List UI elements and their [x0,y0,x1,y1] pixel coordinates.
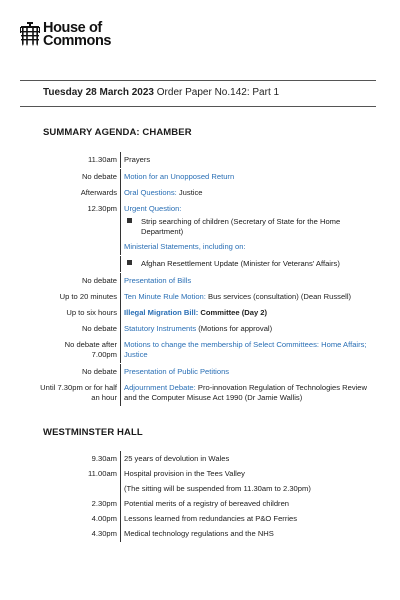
agenda-divider [120,256,121,272]
agenda-divider [120,305,121,321]
agenda-time: No debate [81,276,117,285]
agenda-time: 2.30pm [91,499,117,508]
agenda-row [40,308,380,318]
agenda-link[interactable]: Presentation of Bills [124,276,192,285]
agenda-text: Pro-innovation Regulation of Technologies Review and the Computer Misuse Act 1990 (Dr Jamie Wallis) [124,383,368,402]
agenda-text: Hospital provision in the Tees Valley [124,469,245,478]
agenda-item [124,484,380,494]
agenda-item [124,217,380,237]
agenda-item [124,367,380,377]
agenda-row [40,367,380,377]
agenda-link[interactable]: Motion for an Unopposed Return [124,172,235,181]
agenda-item [124,259,380,269]
header-divider-top [20,80,376,81]
agenda-divider [120,239,121,255]
agenda-row [40,469,380,479]
agenda-text: Lessons learned from redundancies at P&O Ferries [124,514,298,523]
agenda-item [124,383,380,403]
agenda-divider [120,511,121,527]
agenda-text: Potential merits of a registry of bereaved children [124,499,290,508]
agenda-item [124,514,380,524]
agenda-link[interactable]: Motions to change the membership of Select Committees: Home Affairs; Justice [124,340,367,359]
agenda-divider [120,364,121,380]
agenda-time: No debate after 7.00pm [64,340,117,359]
agenda-text: Committee (Day 2) [198,308,268,317]
agenda-time: Afterwards [80,188,117,197]
agenda-row [40,340,380,360]
agenda-link[interactable]: Urgent Question: [124,204,182,213]
agenda-link[interactable]: Ten Minute Rule Motion: [124,292,206,301]
logo-line-1: House of [43,20,102,36]
order-paper-line [43,87,279,98]
westminster-hall-agenda [40,448,380,539]
agenda-divider [120,169,121,185]
agenda-link[interactable]: Statutory Instruments [124,324,197,333]
agenda-item [124,454,380,464]
agenda-divider [120,337,121,363]
agenda-divider [120,185,121,201]
agenda-time: No debate [81,172,117,181]
agenda-item [124,276,380,286]
agenda-time: Up to six hours [66,308,117,317]
agenda-time: 11.30am [88,155,117,164]
house-of-commons-logo [20,22,111,48]
agenda-divider [120,380,121,406]
logo-line-2: Commons [43,33,112,49]
agenda-link[interactable]: Illegal Migration Bill: [124,308,199,317]
agenda-item [124,188,380,198]
agenda-text: Medical technology regulations and the NHS [124,529,274,538]
header-divider-bottom [20,106,376,107]
agenda-row [40,217,380,237]
agenda-time: 4.00pm [91,514,117,523]
agenda-row [40,276,380,286]
agenda-row [40,172,380,182]
agenda-divider [120,273,121,289]
agenda-row [40,204,380,214]
agenda-item [124,340,380,360]
agenda-time: 9.30am [91,454,117,463]
agenda-divider [120,152,121,168]
agenda-text: Afghan Resettlement Update (Minister for Veterans' Affairs) [141,259,340,268]
agenda-text: (Motions for approval) [196,324,273,333]
agenda-text: Bus services (consultation) (Dean Russell) [205,292,352,301]
agenda-item [124,324,380,334]
agenda-divider [120,321,121,337]
chamber-section-title: SUMMARY AGENDA: CHAMBER [43,127,192,138]
agenda-link[interactable]: Presentation of Public Petitions [124,367,230,376]
logo-wordmark [43,22,111,48]
agenda-time: 4.30pm [91,529,117,538]
agenda-item [124,242,380,252]
agenda-item [124,499,380,509]
agenda-row [40,324,380,334]
bullet-square-icon [127,260,132,265]
agenda-time: Up to 20 minutes [59,292,117,301]
westminster-hall-title: WESTMINSTER HALL [43,427,143,438]
agenda-item [124,155,380,165]
agenda-row [40,514,380,524]
agenda-time: 11.00am [88,469,117,478]
chamber-agenda [40,149,380,403]
agenda-time: Until 7.30pm or for half an hour [40,383,117,402]
agenda-item [124,292,380,302]
agenda-row [40,529,380,539]
agenda-link[interactable]: Adjournment Debate: [124,383,196,392]
agenda-row [40,292,380,302]
agenda-divider [120,481,121,497]
agenda-row [40,383,380,403]
agenda-item [124,172,380,182]
agenda-divider [120,289,121,305]
agenda-divider [120,496,121,512]
agenda-time: 12.30pm [87,204,117,213]
agenda-time: No debate [81,367,117,376]
agenda-text: Strip searching of children (Secretary of State for the Home Department) [141,217,341,236]
agenda-divider [120,526,121,542]
agenda-divider [120,466,121,482]
agenda-text: Justice [176,188,203,197]
agenda-item [124,204,380,214]
agenda-item [124,469,380,479]
order-paper-number: Order Paper No.142: Part 1 [156,87,280,98]
portcullis-icon [20,22,40,46]
agenda-text: Prayers [124,155,151,164]
agenda-text: (The sitting will be suspended from 11.30am to 2.30pm) [124,484,311,493]
agenda-divider [120,451,121,467]
agenda-time: No debate [81,324,117,333]
agenda-row [40,454,380,464]
agenda-row [40,484,380,494]
agenda-row [40,499,380,509]
agenda-link[interactable]: Oral Questions: [124,188,177,197]
agenda-row [40,242,380,252]
agenda-row [40,188,380,198]
agenda-item [124,529,380,539]
bullet-square-icon [127,218,132,223]
agenda-row [40,259,380,269]
agenda-link[interactable]: Ministerial Statements, including on: [124,242,246,251]
agenda-row [40,155,380,165]
agenda-item [124,308,380,318]
agenda-divider [120,214,121,240]
sitting-date: Tuesday 28 March 2023 [43,87,154,98]
agenda-text: 25 years of devolution in Wales [124,454,230,463]
